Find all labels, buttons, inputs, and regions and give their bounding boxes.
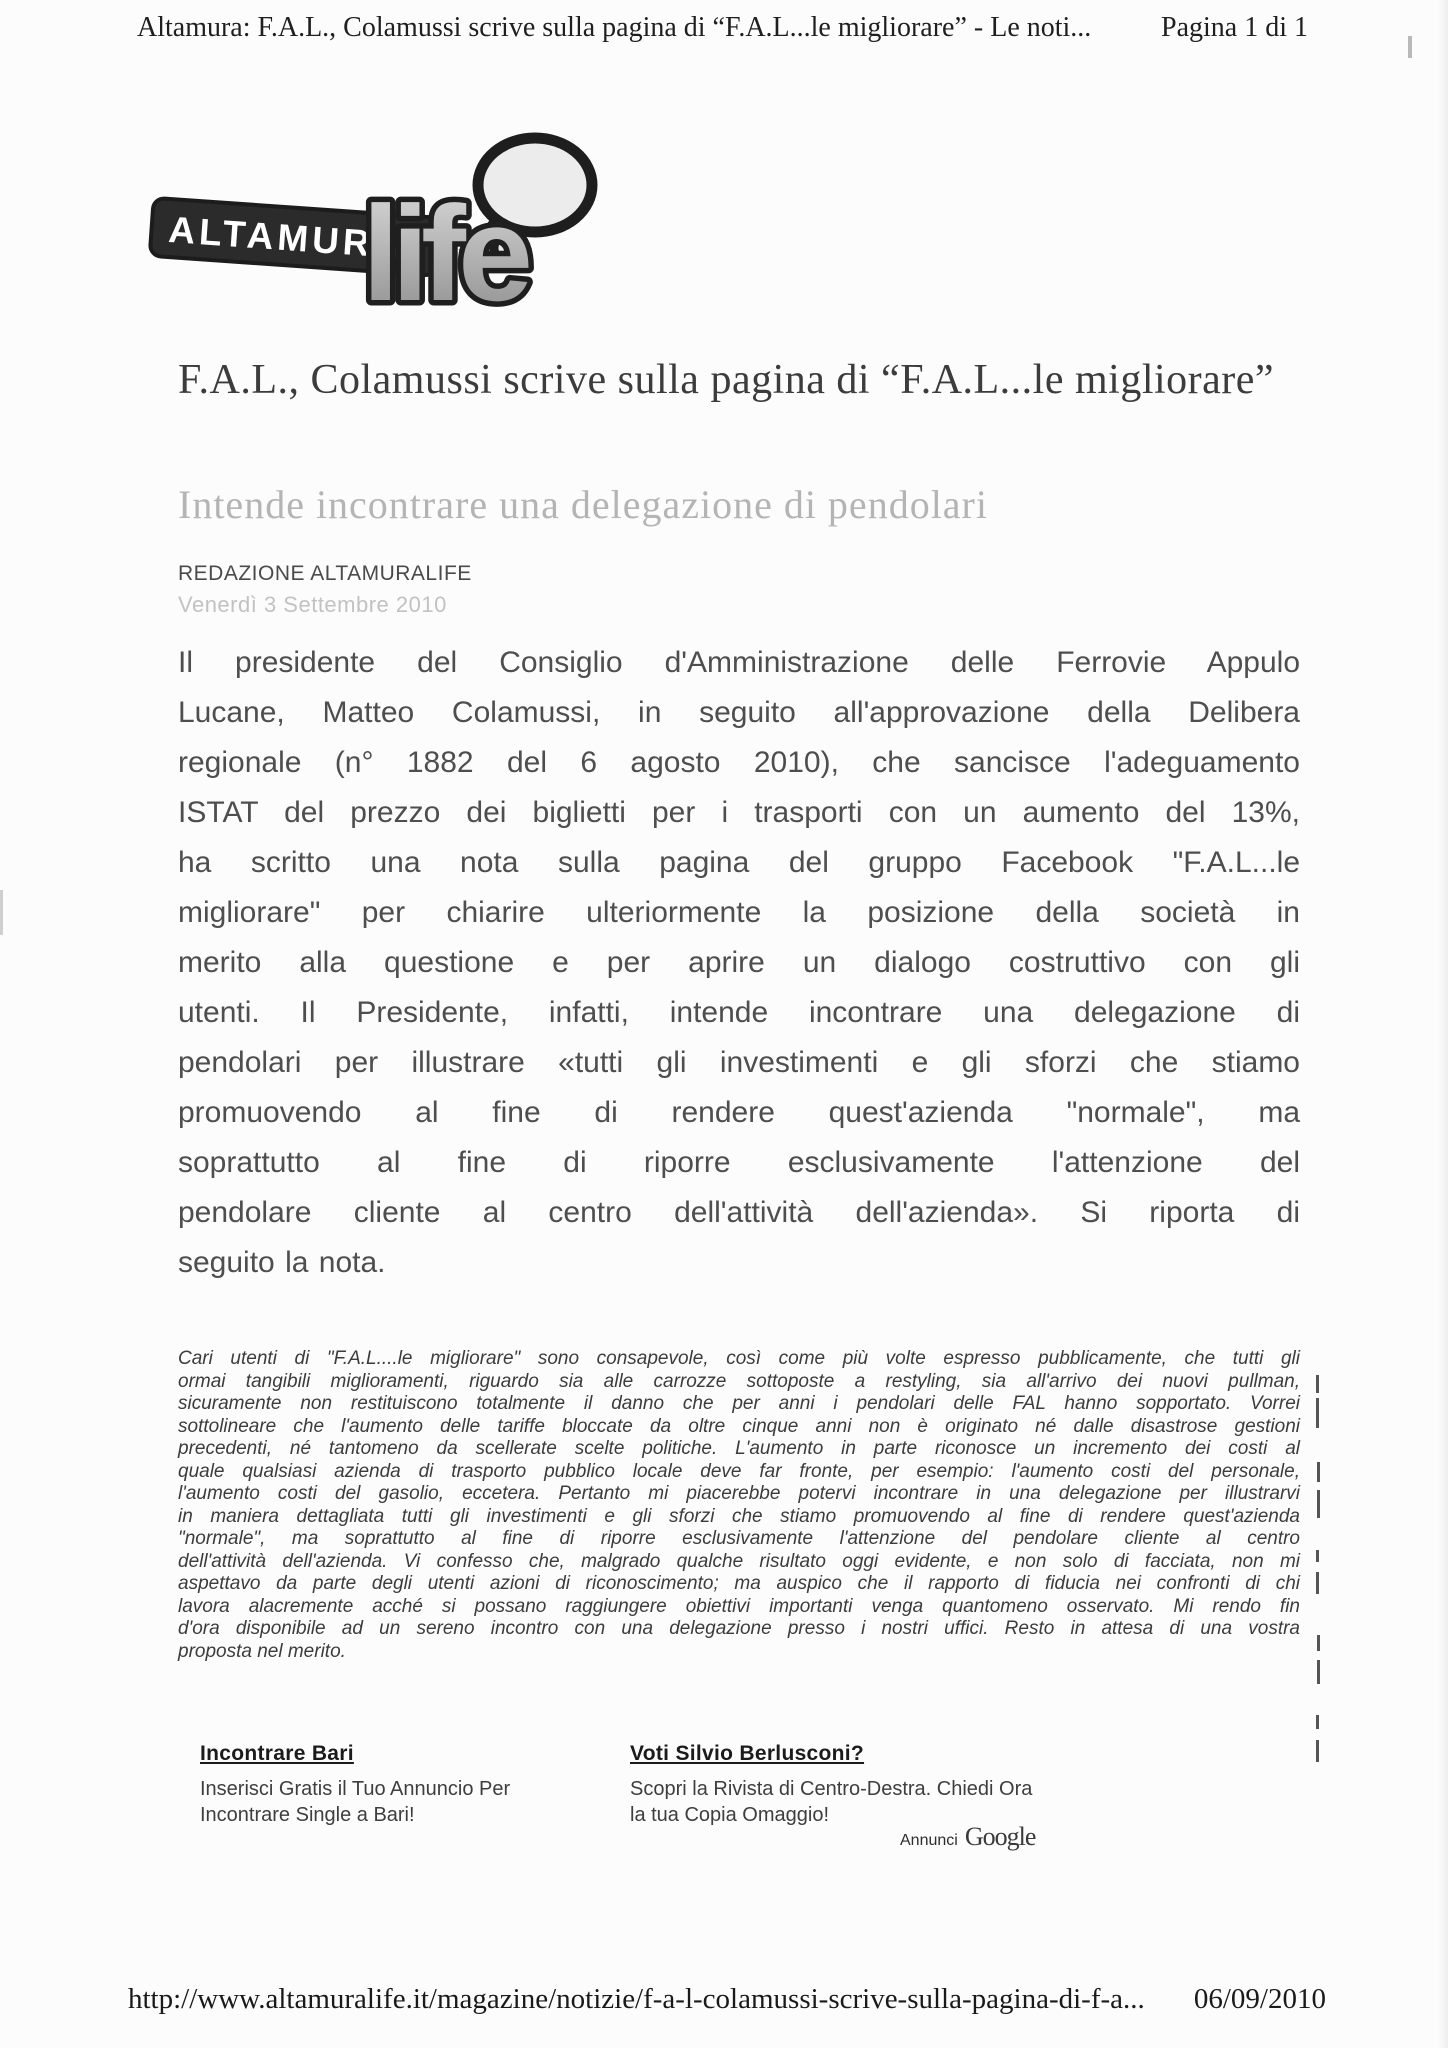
logo-word-life: life — [362, 178, 526, 329]
article-quote-line: ormai tangibili miglioramenti, riguardo sia alle carrozze sottoposte a restyling, sia all'arrivo dei nuovi pullman, — [178, 1370, 1300, 1392]
article-body-line: ha scritto una nota sulla pagina del gruppo Facebook "F.A.L...le — [178, 846, 1300, 879]
article-subtitle: Intende incontrare una delegazione di pendolari — [178, 482, 988, 527]
print-footer-url: http://www.altamuralife.it/magazine/notizie/f-a-l-colamussi-scrive-sulla-pagina-di-f-a... — [128, 1983, 1145, 2015]
article-body-line: Il presidente del Consiglio d'Amministrazione delle Ferrovie Appulo — [178, 646, 1300, 679]
ads-attribution — [900, 1822, 1120, 1852]
article-body-line: Lucane, Matteo Colamussi, in seguito all'approvazione della Delibera — [178, 696, 1300, 729]
article-body-line: pendolare cliente al centro dell'attività dell'azienda». Si riporta di — [178, 1196, 1300, 1229]
scan-mark — [1317, 1635, 1320, 1651]
article-quote-line: dell'attività dell'azienda. Vi confesso che, malgrado qualche risultato oggi evidente, e non solo di facciata, non mi — [178, 1550, 1300, 1572]
scan-mark — [1317, 1660, 1320, 1684]
print-header-page-indicator: Pagina 1 di 1 — [1161, 12, 1308, 43]
article-body — [178, 638, 1300, 1288]
article-quote-line: Cari utenti di "F.A.L....le migliorare" sono consapevole, così come più volte espresso pubblicamente, che tutti gli — [178, 1348, 1300, 1369]
ad-text-line: Incontrare Single a Bari! — [200, 1804, 415, 1826]
scan-mark — [1316, 1550, 1319, 1562]
scan-mark — [1317, 1462, 1320, 1482]
ads-attribution-label: Annunci — [900, 1832, 958, 1849]
article-body-line: merito alla questione e per aprire un dialogo costruttivo con gli — [178, 946, 1300, 979]
ad-voti-berlusconi — [630, 1742, 1120, 1828]
print-footer — [128, 1983, 1326, 2016]
scan-mark — [1316, 1740, 1319, 1762]
ad-title-link[interactable]: Voti Silvio Berlusconi? — [630, 1742, 865, 1765]
article-quote-line: quale qualsiasi azienda di trasporto pubblico locale deve far fronte, per esempio: l'aumento costi del personale, — [178, 1460, 1300, 1482]
print-header — [137, 12, 1308, 44]
ad-text-line: Inserisci Gratis il Tuo Annuncio Per — [200, 1778, 511, 1800]
article-body-line: pendolari per illustrare «tutti gli investimenti e gli sforzi che stiamo — [178, 1046, 1300, 1079]
article-body-line: ISTAT del prezzo dei biglietti per i trasporti con un aumento del 13%, — [178, 796, 1300, 829]
article-quote-note — [178, 1348, 1300, 1663]
scan-mark — [1316, 1398, 1319, 1428]
article-body-line: migliorare" per chiarire ulteriormente la posizione della società in — [178, 896, 1300, 929]
article-quote-line: in maniera dettagliata tutti gli investimenti e gli sforzi che stiamo promuovendo al fine di rendere quest'azienda — [178, 1505, 1300, 1527]
scan-mark — [0, 890, 3, 935]
article-body-line: soprattutto al fine di riporre esclusivamente l'attenzione del — [178, 1146, 1300, 1179]
article-date: Venerdì 3 Settembre 2010 — [178, 592, 447, 617]
article-quote-line: lavora alacremente acché si possano raggiungere obiettivi importanti venga quantomeno osservato. Mi rendo fin — [178, 1595, 1300, 1617]
google-logo: Google — [964, 1822, 1036, 1851]
article-quote-line: aspettavo da parte degli utenti azioni di riconoscimento; ma auspico che il rapporto di fiducia nei confronti di chi — [178, 1573, 1300, 1594]
article-body-line: utenti. Il Presidente, infatti, intende incontrare una delegazione di — [178, 996, 1300, 1029]
scan-mark — [1316, 1572, 1319, 1594]
article-body-line: regionale (n° 1882 del 6 agosto 2010), che sancisce l'adeguamento — [178, 746, 1300, 779]
ad-text — [630, 1776, 1120, 1828]
print-header-title: Altamura: F.A.L., Colamussi scrive sulla pagina di “F.A.L...le migliorare” - Le noti... — [137, 12, 1092, 43]
ad-text-line: Scopri la Rivista di Centro-Destra. Chiedi Ora — [630, 1778, 1033, 1800]
article-quote-line: d'ora disponibile ad un sereno incontro con una delegazione presso i nostri uffici. Resto in attesa di una vostra — [178, 1618, 1300, 1639]
ad-text — [200, 1776, 630, 1828]
altamuralife-logo-icon — [140, 128, 610, 353]
article-quote-line: sottolineare che l'aumento delle tariffe bloccate da oltre cinque anni non è originato né dalle disastrose gestioni — [178, 1415, 1300, 1437]
article-quote-line: precedenti, né tantomeno da scellerate scelte politiche. L'aumento in parte riconosce un incremento dei costi al — [178, 1438, 1300, 1459]
article-body-line: seguito la nota. — [178, 1246, 386, 1279]
article-title: F.A.L., Colamussi scrive sulla pagina di “F.A.L...le migliorare” — [178, 357, 1275, 403]
article-quote-line: "normale", ma soprattutto al fine di riporre esclusivamente l'attenzione del pendolare cliente al centro — [178, 1528, 1300, 1549]
article-byline: REDAZIONE ALTAMURALIFE — [178, 562, 472, 585]
scan-edge-shade — [1438, 0, 1448, 2048]
print-footer-date: 06/09/2010 — [1193, 1983, 1326, 2015]
altamuralife-logo — [140, 128, 610, 353]
logo-banner-text: ALTAMURA — [167, 209, 406, 267]
article-quote-line: proposta nel merito. — [178, 1640, 346, 1662]
article-quote-line: l'aumento costi del gasolio, eccetera. Pertanto mi piacerebbe potervi incontrare in una delegazione per illustrarvi — [178, 1483, 1300, 1504]
article-quote-line: sicuramente non restituiscono totalmente il danno che per anni i pendolari delle FAL hanno sopportato. Vorrei — [178, 1393, 1300, 1414]
ad-title-link[interactable]: Incontrare Bari — [200, 1742, 354, 1765]
article-body-line: promuovendo al fine di rendere quest'azienda "normale", ma — [178, 1096, 1300, 1129]
scan-mark — [1316, 1375, 1319, 1393]
ad-incontrare-bari — [200, 1742, 630, 1828]
ad-text-line: la tua Copia Omaggio! — [630, 1804, 830, 1826]
scan-mark — [1316, 1715, 1319, 1729]
scan-mark — [1317, 1490, 1320, 1518]
scan-mark — [1408, 36, 1412, 58]
